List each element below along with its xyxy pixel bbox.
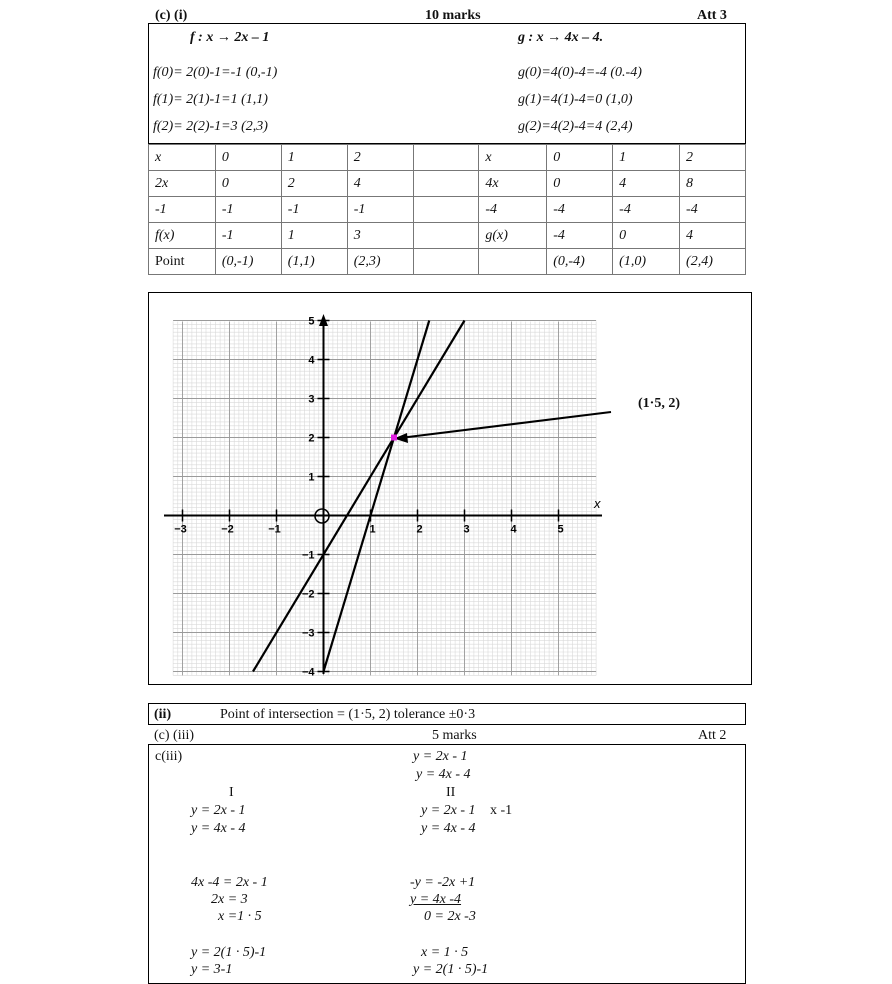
grid-minor [173, 322, 596, 676]
table-cell: x [149, 145, 216, 171]
g-line-1: g(1)=4(1)-4=0 (1,0) [518, 92, 633, 107]
y-tick-label: −3 [301, 627, 315, 640]
table-cell: 0 [215, 171, 281, 197]
table-cell: 2 [281, 171, 347, 197]
y-tick-label: 1 [308, 471, 315, 484]
table-cell: (1,1) [281, 249, 347, 275]
f-definition: f : x → 2x – 1 [190, 30, 270, 45]
top-equation-2: y = 4x - 4 [416, 767, 471, 782]
table-cell: -1 [281, 197, 347, 223]
m1-eq-2: y = 4x - 4 [191, 821, 246, 836]
x-tick-label: 5 [557, 523, 564, 536]
table-cell: -1 [347, 197, 413, 223]
table-row [149, 171, 746, 197]
y-tick-label: 5 [308, 315, 315, 328]
table-cell: -4 [479, 197, 547, 223]
section-ciii-marks: 5 marks [432, 728, 477, 743]
table-cell: (2,4) [680, 249, 746, 275]
table-row [149, 145, 746, 171]
table-cell: -4 [547, 197, 613, 223]
table-cell [413, 145, 479, 171]
m2-eq-1-multiplier: x -1 [490, 803, 513, 818]
table-cell: -1 [149, 197, 216, 223]
m2-eq-2: y = 4x - 4 [421, 821, 476, 836]
x-tick-label: 2 [416, 523, 423, 536]
graph-svg [148, 292, 752, 685]
table-row [149, 223, 746, 249]
section-ciii-label: (c) (iii) [154, 728, 195, 743]
intersection-statement: Point of intersection = (1·5, 2) tolerance ±0·3 [220, 707, 476, 722]
table-cell: Point [149, 249, 216, 275]
x-tick-label: 3 [463, 523, 470, 536]
top-equation-1: y = 2x - 1 [413, 749, 468, 764]
table-cell: 2 [680, 145, 746, 171]
table-cell: 4 [680, 223, 746, 249]
table-cell: 2 [347, 145, 413, 171]
x-tick-label: −1 [268, 523, 281, 536]
table-cell: (0,-4) [547, 249, 613, 275]
table-cell: 1 [281, 145, 347, 171]
table-cell: g(x) [479, 223, 547, 249]
m2-step-2: y = 4x -4 [410, 892, 462, 907]
table-cell [413, 223, 479, 249]
ciii-inner-label: c(iii) [155, 749, 183, 764]
g-definition: g : x → 4x – 4. [518, 30, 604, 45]
table-cell: 4 [347, 171, 413, 197]
m1-eq-1: y = 2x - 1 [191, 803, 246, 818]
table-cell: 1 [281, 223, 347, 249]
table-cell [413, 171, 479, 197]
y-tick-label: 2 [308, 432, 315, 445]
section-ci-marks: 10 marks [425, 8, 481, 23]
m2-step-3: 0 = 2x -3 [424, 909, 476, 924]
y-tick-label: 3 [308, 393, 315, 406]
y-tick-label: −2 [301, 588, 315, 601]
graph-annotation: (1·5, 2) [638, 396, 680, 411]
x-axis-label: x [594, 496, 601, 511]
table-cell: 2x [149, 171, 216, 197]
section-ciii-att: Att 2 [698, 728, 727, 743]
m2-step-1: -y = -2x +1 [410, 875, 476, 890]
table-row [149, 249, 746, 275]
table-cell [413, 197, 479, 223]
m2-eq-1: y = 2x - 1 [421, 803, 476, 818]
f-line-1: f(1)= 2(1)-1=1 (1,1) [153, 92, 268, 107]
section-ci-att: Att 3 [697, 8, 727, 23]
table-cell: -1 [215, 197, 281, 223]
section-ci-label: (c) (i) [155, 8, 188, 23]
table-cell: f(x) [149, 223, 216, 249]
y-tick-label: 4 [308, 354, 315, 367]
table-cell: x [479, 145, 547, 171]
table-cell: 3 [347, 223, 413, 249]
m1-step-1: 4x -4 = 2x - 1 [191, 875, 268, 890]
x-tick-label: −3 [174, 523, 187, 536]
table-cell [479, 249, 547, 275]
table-cell: (1,0) [613, 249, 680, 275]
m2-final-1: x = 1 · 5 [421, 945, 469, 960]
m1-final-2: y = 3-1 [191, 962, 233, 977]
ticks [174, 316, 563, 679]
table-cell: 8 [680, 171, 746, 197]
table-cell: 0 [215, 145, 281, 171]
m1-step-2: 2x = 3 [211, 892, 248, 907]
g-line-0: g(0)=4(0)-4=-4 (0.-4) [518, 65, 642, 80]
x-tick-label: 1 [369, 523, 376, 536]
m2-final-2: y = 2(1 · 5)-1 [413, 962, 489, 977]
table-cell [413, 249, 479, 275]
table-cell: -1 [215, 223, 281, 249]
table-cell: 4x [479, 171, 547, 197]
values-table [148, 144, 746, 275]
table-cell: 1 [613, 145, 680, 171]
table-cell: (2,3) [347, 249, 413, 275]
table-cell: -4 [680, 197, 746, 223]
table-cell: -4 [547, 223, 613, 249]
f-line-0: f(0)= 2(0)-1=-1 (0,-1) [153, 65, 278, 80]
table-cell: 0 [547, 171, 613, 197]
table-row [149, 197, 746, 223]
x-tick-label: 4 [510, 523, 517, 536]
intersection-point [391, 435, 397, 441]
table-cell: 0 [613, 223, 680, 249]
section-ii-label: (ii) [154, 707, 172, 722]
m1-step-3: x =1 · 5 [218, 909, 262, 924]
f-line-2: f(2)= 2(2)-1=3 (2,3) [153, 119, 268, 134]
table-cell: (0,-1) [215, 249, 281, 275]
m1-final-1: y = 2(1 · 5)-1 [191, 945, 267, 960]
y-tick-label: −1 [301, 549, 315, 562]
x-tick-label: −2 [221, 523, 234, 536]
g-line-2: g(2)=4(2)-4=4 (2,4) [518, 119, 633, 134]
table-cell: 4 [613, 171, 680, 197]
y-tick-label: −4 [301, 666, 315, 679]
table-cell: -4 [613, 197, 680, 223]
method-1-title: I [229, 785, 234, 800]
method-2-title: II [446, 785, 456, 800]
table-cell: 0 [547, 145, 613, 171]
